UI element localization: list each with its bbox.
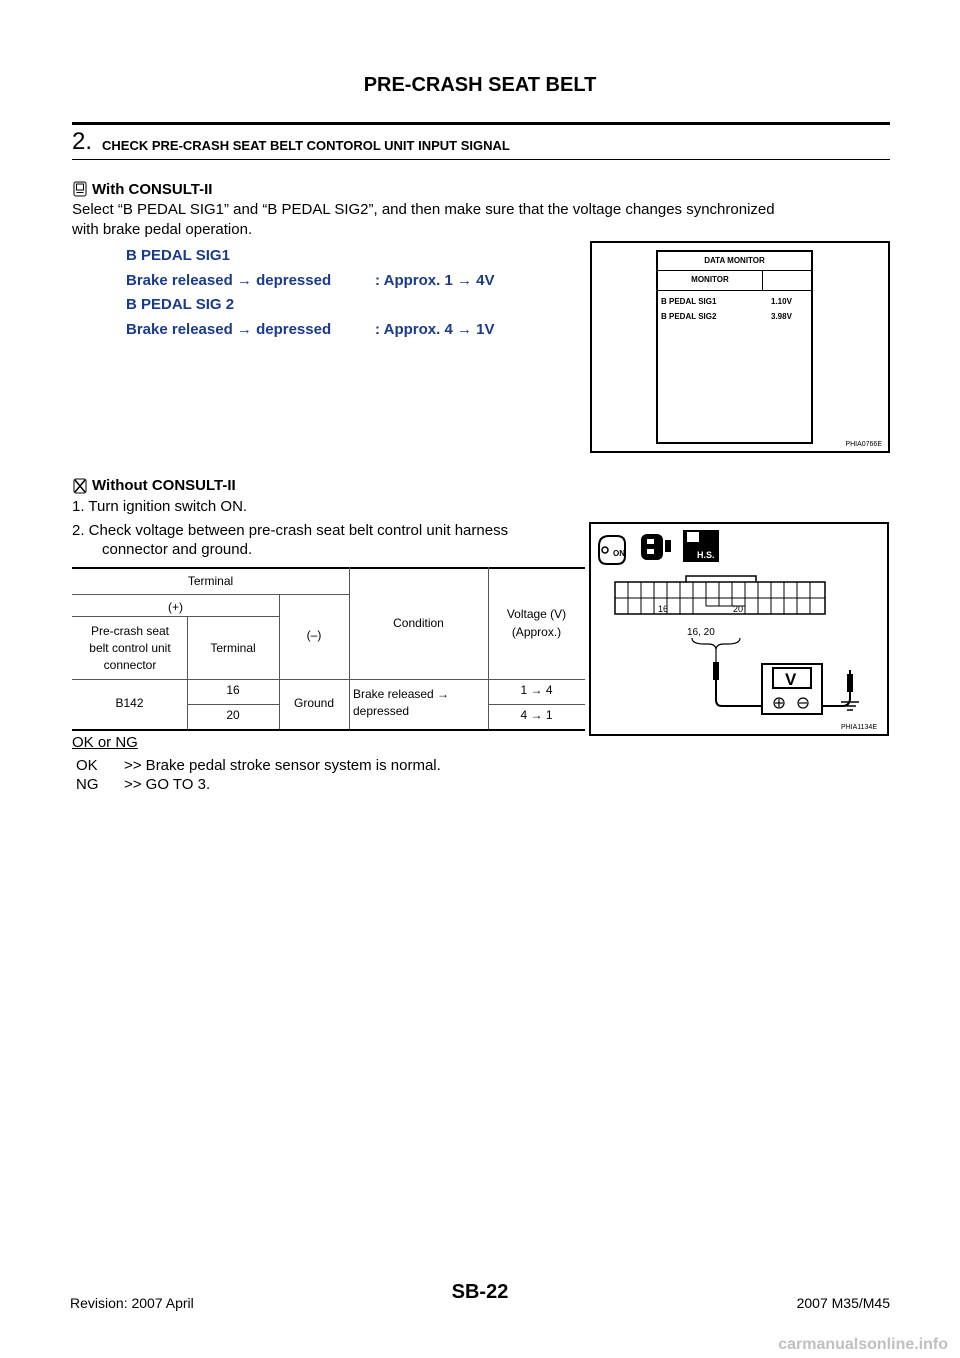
- cell-terminal-20: 20: [226, 708, 240, 722]
- consult-icon: [72, 181, 89, 198]
- wiring-diagram: [591, 524, 887, 734]
- data-monitor-figure: [590, 241, 890, 453]
- table-rule: [72, 594, 349, 595]
- ng-key: NG: [76, 776, 99, 793]
- step-rule: [72, 159, 890, 160]
- monitor-subtitle-cell: [762, 270, 811, 291]
- step-list-item: 2. Check voltage between pre-crash seat belt control unit harness: [72, 522, 509, 539]
- th-approx: (Approx.): [511, 625, 562, 639]
- pins-label: 16, 20: [687, 627, 715, 638]
- spec-sig2-condition: Brake released → depressed: [126, 321, 332, 338]
- meter-v: V: [785, 670, 797, 689]
- spec-sig1-label: B PEDAL SIG1: [126, 247, 230, 264]
- page-title: PRE-CRASH SEAT BELT: [363, 74, 597, 96]
- table-rule: [488, 704, 585, 705]
- without-consult-heading: Without CONSULT-II: [92, 477, 236, 494]
- section-code: SB-22: [451, 1281, 509, 1303]
- step-number: 2.: [72, 128, 93, 155]
- terminal-table: [72, 567, 585, 731]
- table-rule: [349, 567, 350, 729]
- th-condition: Condition: [393, 616, 444, 630]
- harness-side-icon: [683, 530, 719, 562]
- table-rule: [72, 679, 585, 680]
- cell-voltage-20: 4 → 1: [520, 708, 553, 722]
- with-consult-text-1: Select “B PEDAL SIG1” and “B PEDAL SIG2”, and then make sure that the voltage changes synchronized: [72, 201, 775, 218]
- pin-16: 16: [658, 604, 669, 614]
- hs-label: H.S.: [697, 550, 715, 560]
- cell-ground: Ground: [293, 696, 335, 710]
- watermark: carmanualsonline.info: [778, 1336, 948, 1353]
- monitor-screen: [656, 250, 813, 444]
- model-label: 2007 M35/M45: [796, 1295, 890, 1311]
- monitor-title: DATA MONITOR: [658, 252, 811, 271]
- ok-key: OK: [76, 757, 98, 774]
- with-consult-heading: With CONSULT-II: [92, 181, 213, 198]
- step-list-item: connector and ground.: [102, 541, 253, 558]
- result-heading: OK or NG: [72, 734, 138, 751]
- table-bottom-rule: [72, 729, 585, 731]
- with-consult-text-2: with brake pedal operation.: [72, 221, 253, 238]
- th-unit-connector: Pre-crash seat belt control unit connector: [89, 624, 171, 672]
- figure-id: PHIA0766E: [845, 441, 882, 448]
- table-top-rule: [72, 567, 585, 569]
- spec-sig2-label: B PEDAL SIG 2: [126, 296, 235, 313]
- table-rule: [488, 567, 489, 729]
- wiring-figure: [589, 522, 889, 736]
- th-voltage: Voltage (V): [506, 607, 567, 621]
- cell-connector: B142: [115, 696, 144, 710]
- cell-voltage-16: 1 → 4: [520, 683, 553, 697]
- no-consult-icon: [72, 478, 88, 494]
- step-title: CHECK PRE-CRASH SEAT BELT CONTOROL UNIT INPUT SIGNAL: [102, 138, 510, 153]
- th-minus: (–): [306, 628, 322, 642]
- table-rule: [72, 616, 279, 617]
- spec-sig2-value: : Approx. 4 → 1V: [375, 321, 495, 338]
- step-list-item: 1. Turn ignition switch ON.: [72, 498, 248, 515]
- th-terminal-2: Terminal: [210, 641, 256, 655]
- ignition-on-icon: [599, 536, 625, 564]
- pin-20: 20: [733, 604, 744, 614]
- figure-id: PHIA1134E: [840, 724, 877, 731]
- monitor-row-2-name: B PEDAL SIG2: [661, 312, 717, 321]
- cell-condition: Brake released → depressed: [353, 687, 450, 718]
- header-rule: [72, 122, 890, 125]
- monitor-row-2-value: 3.98V: [771, 312, 792, 321]
- ng-text: >> GO TO 3.: [124, 776, 211, 793]
- ok-text: >> Brake pedal stroke sensor system is normal.: [124, 757, 441, 774]
- th-terminal: Terminal: [187, 574, 234, 588]
- spec-sig1-value: : Approx. 1 → 4V: [375, 272, 495, 289]
- th-plus: (+): [168, 600, 183, 614]
- connector-icon: [641, 534, 671, 560]
- cell-terminal-16: 16: [226, 683, 240, 697]
- monitor-row-1-name: B PEDAL SIG1: [661, 297, 717, 306]
- monitor-subtitle: MONITOR: [658, 270, 763, 291]
- revision-label: Revision: 2007 April: [70, 1295, 194, 1311]
- table-rule: [187, 704, 279, 705]
- monitor-row-1-value: 1.10V: [771, 297, 792, 306]
- on-label: ON: [613, 549, 625, 558]
- spec-sig1-condition: Brake released → depressed: [126, 272, 332, 289]
